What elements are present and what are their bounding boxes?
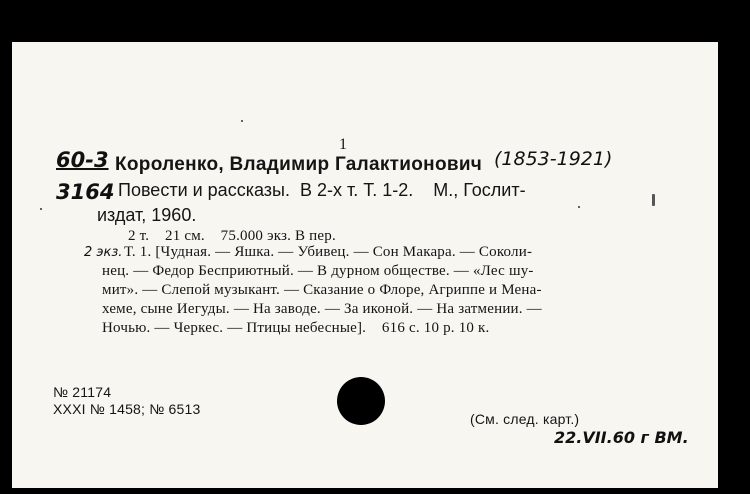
card-number: 1: [339, 136, 347, 153]
ink-speck: [652, 194, 655, 206]
contents-line-3: мит». — Слепой музыкант. — Сказание о Флоре, Агриппе и Мена-: [102, 282, 542, 298]
physical-description: 2 т. 21 см. 75.000 экз. В пер.: [128, 228, 336, 244]
author-heading: Короленко, Владимир Галактионович: [115, 154, 483, 175]
catalog-card: [12, 42, 718, 488]
shelfmark-1: 60-3: [56, 148, 109, 172]
date-stamp-note: 22.VII.60 г ВМ.: [554, 428, 689, 447]
contents-line-1: Т. 1. [Чудная. — Яшка. — Убивец. — Сон Макара. — Соколи-: [124, 244, 533, 260]
ink-speck: [578, 206, 580, 208]
author-years: (1853-1921): [494, 148, 613, 170]
contents-line-4: хеме, сыне Иегуды. — На заводе. — За иконой. — На затмении. —: [102, 301, 542, 317]
title-line: Повести и рассказы. В 2-х т. Т. 1-2. М., Гослит-: [118, 180, 526, 200]
registration-number: № 21174: [53, 384, 112, 400]
contents-line-5: Ночью. — Черкес. — Птицы небесные]. 616 с. 10 р. 10 к.: [102, 320, 490, 336]
ink-speck: [40, 208, 42, 210]
publisher-continuation: издат, 1960.: [97, 205, 197, 225]
shelfmark-2: 3164: [56, 180, 115, 204]
registration-refs: XXXI № 1458; № 6513: [53, 401, 201, 417]
contents-line-2: нец. — Федор Бесприютный. — В дурном обществе. — «Лес шу-: [102, 263, 534, 279]
margin-note: 2 экз.: [84, 245, 123, 260]
card-punch-hole: [337, 377, 385, 425]
ink-speck: [241, 120, 243, 122]
see-next-card: (См. след. карт.): [470, 411, 580, 427]
